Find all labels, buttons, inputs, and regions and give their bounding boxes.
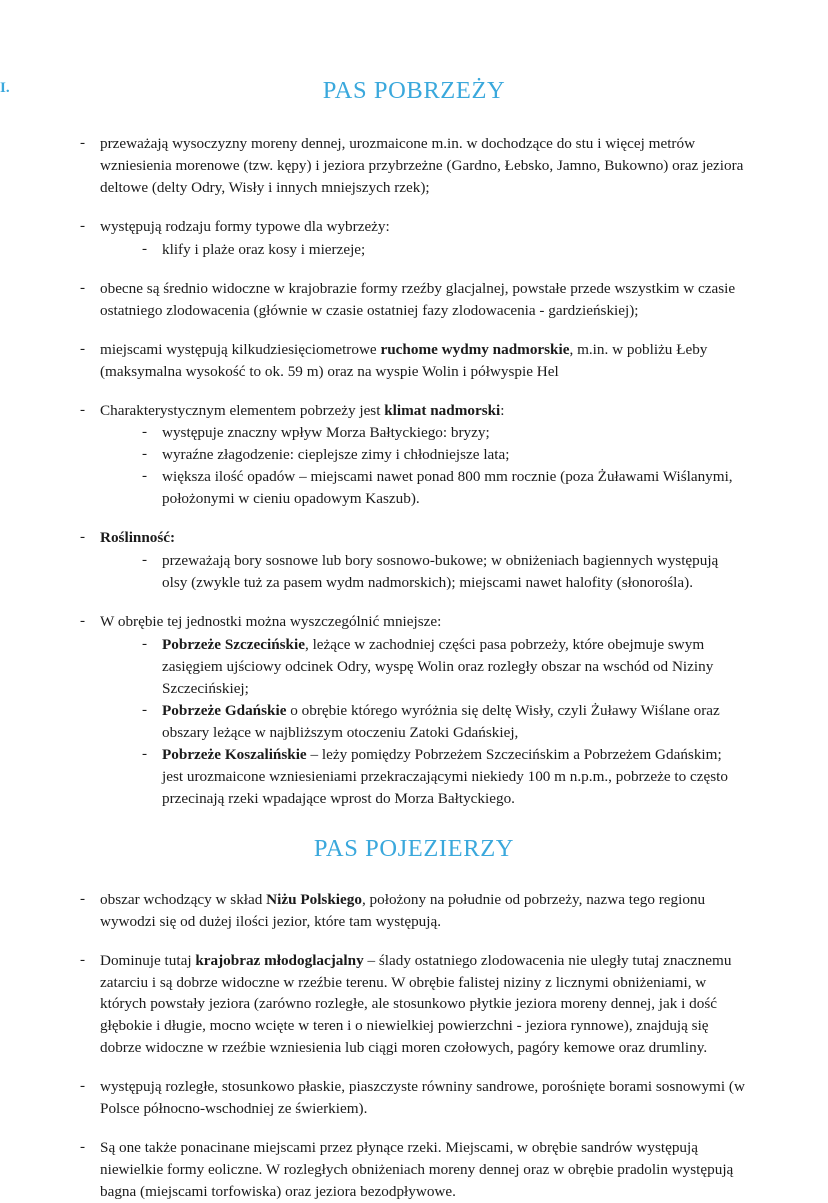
list-item-text-lead: Charakterystycznym elementem pobrzeży jest xyxy=(100,401,385,419)
list-item-emphasis: klimat nadmorski xyxy=(384,401,501,419)
bullet-dash-icon: - xyxy=(80,950,86,968)
bullet-dash-icon: - xyxy=(80,612,86,630)
list-item xyxy=(78,1076,746,1120)
sub-list-item-text: , leżące w zachodniej części pasa pobrzeży, które obejmuje swym zasięgiem ujściowy odcinek Odry, wyspę Wolin oraz rozległy obszar na wschód od Niziny Szczecińskiej; xyxy=(162,636,714,697)
list-item xyxy=(78,400,746,511)
bullet-dash-icon: - xyxy=(80,133,86,151)
list-item-text: występują rozległe, stosunkowo płaskie, piaszczyste równiny sandrowe, porośnięte borami sosnowymi (w Polsce północno-wschodniej ze świerkiem). xyxy=(100,1078,745,1118)
list-item-text: występują rodzaju formy typowe dla wybrzeży: xyxy=(100,217,390,235)
list-item xyxy=(78,133,746,199)
list-item xyxy=(78,527,746,594)
sub-list-item-emphasis: Pobrzeże Szczecińskie xyxy=(162,636,305,654)
sub-list-item-text: większa ilość opadów – miejscami nawet ponad 800 mm rocznie (poza Żuławami Wiślanymi, położonymi w cieniu opadowym Kaszub). xyxy=(162,468,733,508)
list-item-text: obecne są średnio widoczne w krajobrazie formy rzeźby glacjalnej, powstałe przede wszystkim w czasie ostatniego zlodowacenia (głównie w czasie ostatniej fazy zlodowacenia - gardzieńskiej); xyxy=(100,279,736,319)
bullet-dash-icon: - xyxy=(142,551,148,569)
list-item xyxy=(78,339,746,383)
section-body-pas-pojezierzy xyxy=(0,889,828,1203)
section-heading-text: PAS POJEZIERZY xyxy=(313,834,515,862)
list-item xyxy=(78,611,746,810)
sub-list-item xyxy=(100,466,746,510)
bullet-dash-icon: - xyxy=(80,400,86,418)
list-item-text-lead: Dominuje tutaj xyxy=(100,951,196,969)
sub-list-item xyxy=(100,550,746,594)
list-item-text-tail: , m.in. w pobliżu Łeby (maksymalna wysokość to ok. 59 m) oraz na wyspie Wolin i półwyspie Hel xyxy=(100,340,708,380)
sub-list-item-text: – leży pomiędzy Pobrzeżem Szczecińskim a Pobrzeżem Gdańskim; jest urozmaicone wzniesieniami przekraczającymi niekiedy 100 m n.p.m., pobrzeże to często przecinają rzeki wpadające wprost do Morza Bałtyckiego. xyxy=(162,745,728,807)
bullet-dash-icon: - xyxy=(80,1077,86,1095)
list-item-text-tail: , położony na południe od pobrzeży, nazwa tego regionu wywodzi się od dużej ilości jezior, które tam występują. xyxy=(100,890,706,930)
bullet-dash-icon: - xyxy=(142,423,148,441)
bullet-dash-icon: - xyxy=(80,216,86,234)
sub-list-item-pobrzeze-szczecinskie xyxy=(100,634,746,700)
list-item xyxy=(78,216,746,261)
list-item-text: przeważają wysoczyzny moreny dennej, urozmaicone m.in. w dochodzące do stu i więcej metrów wzniesienia morenowe (tzw. kępy) i jeziora przybrzeżne (Gardno, Łebsko, Jamno, Bukowno) oraz jeziora deltowe (delty Odry, Wisły i innych mniejszych rzek); xyxy=(100,134,744,196)
bullet-dash-icon: - xyxy=(142,467,148,485)
sub-list-item-emphasis: Pobrzeże Gdańskie xyxy=(162,701,287,719)
bullet-dash-icon: - xyxy=(142,239,148,257)
section-heading-text: PAS POBRZEŻY xyxy=(322,77,506,104)
bullet-dash-icon: - xyxy=(80,278,86,296)
section-numeral: I. xyxy=(0,80,10,96)
list-item-text-tail: : xyxy=(500,401,505,419)
bullet-dash-icon: - xyxy=(142,445,148,463)
sub-list-item xyxy=(100,444,746,466)
section-heading-pas-pobrzezy xyxy=(0,78,828,105)
sub-list-item-text: wyraźne złagodzenie: cieplejsze zimy i chłodniejsze lata; xyxy=(162,446,510,464)
list-item-emphasis: Niżu Polskiego xyxy=(266,890,362,908)
bullet-dash-icon: - xyxy=(80,528,86,546)
list-item-emphasis: krajobraz młodoglacjalny xyxy=(195,951,364,969)
bullet-dash-icon: - xyxy=(142,744,148,762)
list-item xyxy=(78,1137,746,1203)
sub-list-item-pobrzeze-gdanskie xyxy=(100,700,746,744)
bullet-dash-icon: - xyxy=(142,635,148,653)
list-item-emphasis: Roślinność: xyxy=(100,529,176,547)
sub-list-item xyxy=(100,422,746,444)
sub-list-item-text: o obrębie którego wyróżnia się deltę Wisły, czyli Żuławy Wiślane oraz obszary leżące w najbliższym otoczeniu Zatoki Gdańskiej, xyxy=(162,701,720,741)
sub-list-item xyxy=(100,239,746,261)
list-item xyxy=(78,950,746,1060)
sub-list-item-text: klify i plaże oraz kosy i mierzeje; xyxy=(162,240,366,258)
bullet-dash-icon: - xyxy=(80,889,86,907)
list-item-emphasis: ruchome wydmy nadmorskie xyxy=(380,340,570,358)
sub-list-item-text: występuje znaczny wpływ Morza Bałtyckiego: bryzy; xyxy=(162,424,490,442)
list-item-text-lead: obszar wchodzący w skład xyxy=(100,890,267,908)
section-heading-pas-pojezierzy xyxy=(0,836,828,863)
list-item xyxy=(78,889,746,933)
list-item xyxy=(78,278,746,322)
list-item-text-tail: – ślady ostatniego zlodowacenia nie uległy tutaj znacznemu zatarciu i są dobrze widoczne w rzeźbie terenu. W obrębie falistej niziny z licznymi obniżeniami, w których powstały jeziora (zarówno rozległe, ale stosunkowo płytkie jeziora moreny dennej, jak i dość głębokie i długie, mocno wcięte w teren i o niewielkiej powierzchni - jeziora rynnowe), znajdują się dobrze widoczne w rzeźbie wzniesienia lub ciągi moren czołowych, pagóry kemowe oraz drumliny. xyxy=(100,951,732,1057)
bullet-dash-icon: - xyxy=(80,339,86,357)
section-body-pas-pobrzezy xyxy=(0,133,828,810)
sub-list-item-emphasis: Pobrzeże Koszalińskie xyxy=(162,745,307,763)
sub-list-item-text: przeważają bory sosnowe lub bory sosnowo-bukowe; w obniżeniach bagiennych występują olsy (zwykle tuż za pasem wydm nadmorskich); miejscami nawet halofity (słonorośla). xyxy=(162,552,719,592)
bullet-dash-icon: - xyxy=(142,700,148,718)
list-item-text: Są one także ponacinane miejscami przez płynące rzeki. Miejscami, w obrębie sandrów występują niewielkie formy eoliczne. W rozległych obniżeniach moreny dennej oraz w obrębie pradolin występują bagna (miejscami torfowiska) oraz jeziora bezodpływowe. xyxy=(100,1139,734,1201)
sub-list-item-pobrzeze-koszalinskie xyxy=(100,744,746,810)
bullet-dash-icon: - xyxy=(80,1138,86,1156)
list-item-text-lead: miejscami występują kilkudziesięciometrowe xyxy=(100,340,381,358)
list-item-text: W obrębie tej jednostki można wyszczególnić mniejsze: xyxy=(100,613,442,631)
